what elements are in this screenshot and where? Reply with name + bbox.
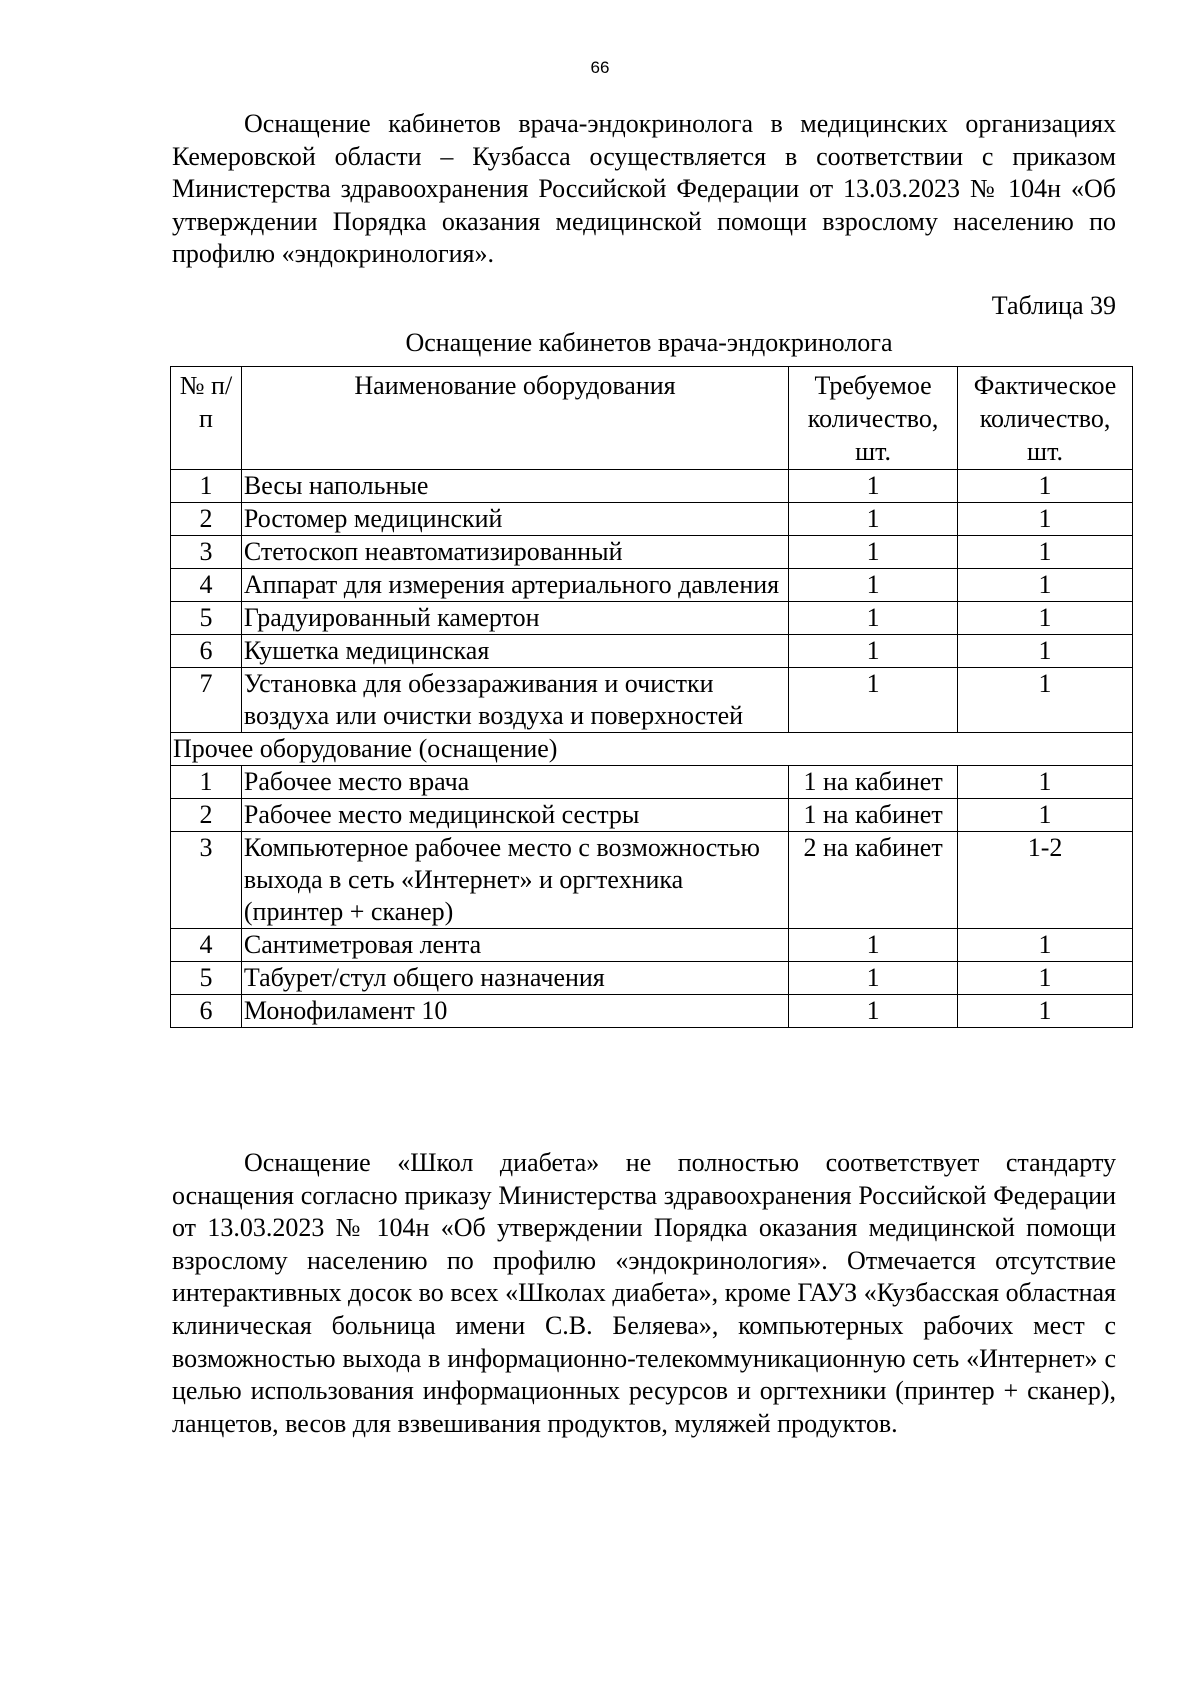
cell-name: Градуированный камертон	[241, 602, 788, 635]
table-row	[171, 962, 1133, 995]
cell-required: 1	[789, 503, 958, 536]
cell-actual: 1	[958, 995, 1133, 1028]
header-num: № п/п	[171, 367, 242, 470]
table-row	[171, 799, 1133, 832]
cell-num: 6	[171, 995, 242, 1028]
cell-num: 5	[171, 602, 242, 635]
cell-name: Монофиламент 10	[241, 995, 788, 1028]
table-row	[171, 503, 1133, 536]
cell-actual: 1-2	[958, 832, 1133, 929]
cell-name: Установка для обеззараживания и очистки воздуха или очистки воздуха и поверхностей	[241, 668, 788, 733]
cell-name: Рабочее место врача	[241, 766, 788, 799]
cell-required: 2 на кабинет	[789, 832, 958, 929]
cell-name: Ростомер медицинский	[241, 503, 788, 536]
cell-num: 2	[171, 503, 242, 536]
cell-required: 1 на кабинет	[789, 766, 958, 799]
table-row	[171, 602, 1133, 635]
table-row	[171, 635, 1133, 668]
intro-paragraph: Оснащение кабинетов врача-эндокринолога в медицинских организациях Кемеровской области – Кузбасса осуществляется в соответствии с приказом Министерства здравоохранения Российской Федерации от 13.03.2023 № 104н «Об утверждении Порядка оказания медицинской помощи взрослому населению по профилю «эндокринология».	[172, 109, 1116, 269]
cell-actual: 1	[958, 929, 1133, 962]
cell-name: Стетоскоп неавтоматизированный	[241, 536, 788, 569]
cell-actual: 1	[958, 668, 1133, 733]
cell-num: 4	[171, 569, 242, 602]
cell-num: 4	[171, 929, 242, 962]
section-header	[171, 733, 1133, 766]
cell-actual: 1	[958, 766, 1133, 799]
cell-actual: 1	[958, 470, 1133, 503]
cell-name: Рабочее место медицинской сестры	[241, 799, 788, 832]
cell-num: 1	[171, 470, 242, 503]
table-row	[171, 929, 1133, 962]
cell-required: 1	[789, 929, 958, 962]
main-equipment-rows	[171, 470, 1133, 733]
table-number: Таблица 39	[991, 291, 1116, 320]
header-required: Требуемое количество, шт.	[789, 367, 958, 470]
cell-name: Табурет/стул общего назначения	[241, 962, 788, 995]
section-title: Прочее оборудование (оснащение)	[171, 733, 1133, 766]
cell-required: 1	[789, 569, 958, 602]
other-equipment-rows	[171, 766, 1133, 1028]
cell-actual: 1	[958, 635, 1133, 668]
cell-required: 1	[789, 602, 958, 635]
cell-actual: 1	[958, 503, 1133, 536]
cell-name: Весы напольные	[241, 470, 788, 503]
cell-num: 3	[171, 536, 242, 569]
cell-num: 7	[171, 668, 242, 733]
cell-required: 1	[789, 536, 958, 569]
table-row	[171, 832, 1133, 929]
cell-actual: 1	[958, 962, 1133, 995]
cell-num: 6	[171, 635, 242, 668]
conclusion-paragraph: Оснащение «Школ диабета» не полностью соответствует стандарту оснащения согласно приказу Министерства здравоохранения Российской Федерации от 13.03.2023 № 104н «Об утверждении Порядка оказания медицинской помощи взрослому населению по профилю «эндокринология». Отмечается отсутствие интерактивных досок во всех «Школах диабета», кроме ГАУЗ «Кузбасская областная клиническая больница имени С.В. Беляева», компьютерных рабочих мест с возможностью выхода в информационно-телекоммуникационную сеть «Интернет» с целью использования информационных ресурсов и оргтехники (принтер + сканер), ланцетов, весов для взвешивания продуктов, муляжей продуктов.	[172, 1148, 1116, 1438]
cell-actual: 1	[958, 799, 1133, 832]
table-header-row	[171, 367, 1133, 470]
cell-required: 1	[789, 635, 958, 668]
cell-num: 5	[171, 962, 242, 995]
table-row	[171, 766, 1133, 799]
section-row	[171, 733, 1133, 766]
cell-name: Компьютерное рабочее место с возможностью выхода в сеть «Интернет» и оргтехника (принтер + сканер)	[241, 832, 788, 929]
table-row	[171, 995, 1133, 1028]
cell-name: Кушетка медицинская	[241, 635, 788, 668]
header-name: Наименование оборудования	[241, 367, 788, 470]
cell-actual: 1	[958, 569, 1133, 602]
cell-required: 1 на кабинет	[789, 799, 958, 832]
cell-required: 1	[789, 995, 958, 1028]
cell-actual: 1	[958, 602, 1133, 635]
cell-actual: 1	[958, 536, 1133, 569]
cell-name: Сантиметровая лента	[241, 929, 788, 962]
equipment-table	[170, 366, 1133, 1028]
cell-required: 1	[789, 668, 958, 733]
table-row	[171, 668, 1133, 733]
cell-num: 3	[171, 832, 242, 929]
cell-num: 1	[171, 766, 242, 799]
cell-required: 1	[789, 470, 958, 503]
table-row	[171, 470, 1133, 503]
cell-required: 1	[789, 962, 958, 995]
table-row	[171, 569, 1133, 602]
cell-name: Аппарат для измерения артериального давления	[241, 569, 788, 602]
table-caption: Оснащение кабинетов врача-эндокринолога	[405, 328, 893, 357]
table-row	[171, 536, 1133, 569]
header-actual: Фактическое количество, шт.	[958, 367, 1133, 470]
cell-num: 2	[171, 799, 242, 832]
page-number: 66	[590, 58, 610, 77]
